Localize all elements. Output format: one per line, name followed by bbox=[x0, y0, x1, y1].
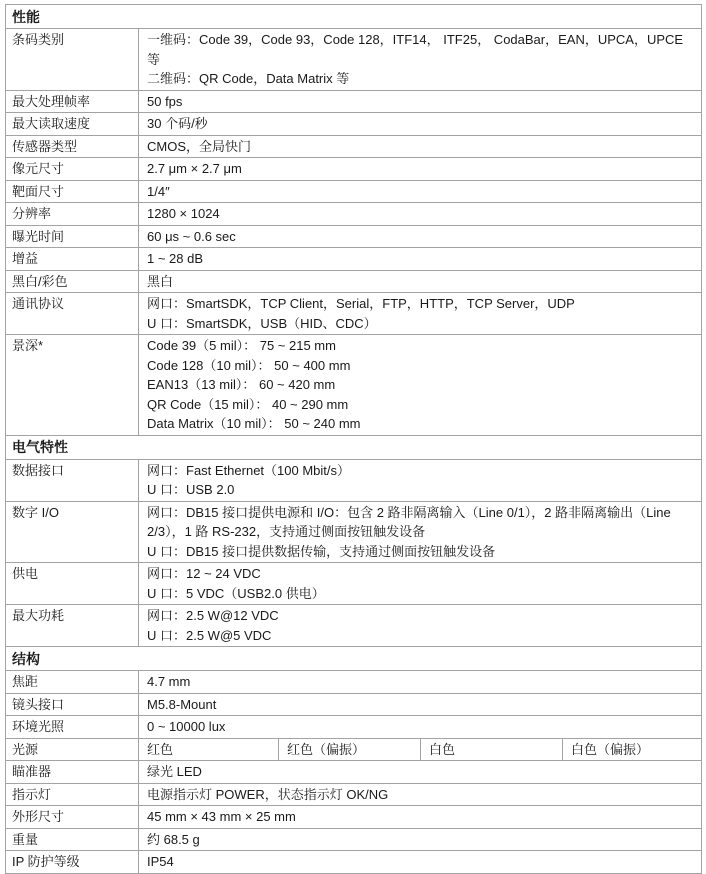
spec-value bbox=[139, 135, 702, 158]
spec-value-line: 绿光 LED bbox=[147, 764, 202, 779]
spec-value-line: 网口：12 ~ 24 VDC bbox=[147, 566, 261, 581]
spec-value bbox=[139, 225, 702, 248]
spec-row bbox=[6, 248, 702, 271]
spec-label: 传感器类型 bbox=[6, 135, 139, 158]
spec-value bbox=[139, 180, 702, 203]
section-header-row bbox=[6, 435, 702, 459]
spec-label: 供电 bbox=[6, 563, 139, 605]
spec-label: 数字 I/O bbox=[6, 501, 139, 563]
spec-row bbox=[6, 693, 702, 716]
spec-row bbox=[6, 203, 702, 226]
spec-row bbox=[6, 851, 702, 874]
spec-value-line: 1280 × 1024 bbox=[147, 206, 220, 221]
spec-row bbox=[6, 738, 702, 761]
spec-value bbox=[139, 158, 702, 181]
spec-value bbox=[139, 501, 702, 563]
spec-value bbox=[139, 113, 702, 136]
spec-value-line: 网口：DB15 接口提供电源和 I/O：包含 2 路非隔离输入（Line 0/1），2 路非隔离输出（Line 2/3），1 路 RS-232，支持通过侧面按钮触发设备 bbox=[147, 504, 671, 539]
spec-value bbox=[139, 248, 702, 271]
spec-label: 景深* bbox=[6, 335, 139, 436]
spec-value-option: 白色（偏振） bbox=[563, 738, 702, 761]
spec-row bbox=[6, 605, 702, 647]
spec-value-option: 白色 bbox=[421, 738, 563, 761]
spec-label: 通讯协议 bbox=[6, 293, 139, 335]
spec-value-line: U 口：2.5 W@5 VDC bbox=[147, 627, 272, 643]
spec-value bbox=[139, 671, 702, 694]
spec-value bbox=[139, 270, 702, 293]
spec-value-line: 网口：2.5 W@12 VDC bbox=[147, 608, 279, 623]
spec-row bbox=[6, 761, 702, 784]
spec-label: 条码类别 bbox=[6, 29, 139, 91]
spec-label: 外形尺寸 bbox=[6, 806, 139, 829]
section-title: 结构 bbox=[6, 647, 702, 671]
spec-value bbox=[139, 335, 702, 436]
spec-row bbox=[6, 783, 702, 806]
spec-value-line: 网口：Fast Ethernet（100 Mbit/s） bbox=[147, 462, 351, 478]
spec-value bbox=[139, 828, 702, 851]
spec-label: 最大处理帧率 bbox=[6, 90, 139, 113]
spec-row bbox=[6, 158, 702, 181]
section-title: 性能 bbox=[6, 5, 702, 29]
spec-row bbox=[6, 29, 702, 91]
spec-label: 靶面尺寸 bbox=[6, 180, 139, 203]
spec-label: IP 防护等级 bbox=[6, 851, 139, 874]
spec-label: 光源 bbox=[6, 738, 139, 761]
spec-value-line: EAN13（13 mil）： 60 ~ 420 mm bbox=[147, 377, 336, 392]
spec-value-line: U 口：DB15 接口提供数据传输，支持通过侧面按钮触发设备 bbox=[147, 543, 496, 559]
section-header-row bbox=[6, 647, 702, 671]
spec-row bbox=[6, 828, 702, 851]
spec-label: 最大读取速度 bbox=[6, 113, 139, 136]
spec-row bbox=[6, 225, 702, 248]
spec-label: 重量 bbox=[6, 828, 139, 851]
spec-row bbox=[6, 113, 702, 136]
spec-row bbox=[6, 335, 702, 436]
spec-label: 曝光时间 bbox=[6, 225, 139, 248]
spec-value bbox=[139, 716, 702, 739]
spec-row bbox=[6, 90, 702, 113]
spec-row bbox=[6, 671, 702, 694]
spec-value bbox=[139, 293, 702, 335]
spec-value-line: 一维码：Code 39，Code 93，Code 128，ITF14， ITF25， CodaBar，EAN，UPCA，UPCE 等 bbox=[147, 32, 684, 67]
spec-value bbox=[139, 605, 702, 647]
spec-row bbox=[6, 270, 702, 293]
spec-label: 数据接口 bbox=[6, 459, 139, 501]
spec-value-line: Data Matrix（10 mil）： 50 ~ 240 mm bbox=[147, 416, 361, 431]
spec-value-line: U 口：USB 2.0 bbox=[147, 482, 235, 497]
spec-table bbox=[5, 4, 702, 874]
spec-value-line: 30 个码/秒 bbox=[147, 116, 208, 131]
spec-value-line: U 口：5 VDC（USB2.0 供电） bbox=[147, 585, 325, 601]
spec-value-line: 0 ~ 10000 lux bbox=[147, 719, 226, 734]
spec-label: 分辨率 bbox=[6, 203, 139, 226]
spec-value-line: M5.8-Mount bbox=[147, 696, 217, 712]
spec-row bbox=[6, 459, 702, 501]
spec-value-line: 1/4″ bbox=[147, 183, 170, 199]
spec-row bbox=[6, 180, 702, 203]
spec-row bbox=[6, 501, 702, 563]
spec-row bbox=[6, 135, 702, 158]
spec-label: 最大功耗 bbox=[6, 605, 139, 647]
spec-value-line: IP54 bbox=[147, 854, 174, 869]
spec-value-line: QR Code（15 mil）： 40 ~ 290 mm bbox=[147, 396, 349, 412]
section-title: 电气特性 bbox=[6, 435, 702, 459]
spec-label: 增益 bbox=[6, 248, 139, 271]
spec-value bbox=[139, 806, 702, 829]
spec-value-line: 60 μs ~ 0.6 sec bbox=[147, 228, 236, 244]
spec-value bbox=[139, 563, 702, 605]
spec-value-line: 2.7 μm × 2.7 μm bbox=[147, 161, 242, 176]
spec-label: 环境光照 bbox=[6, 716, 139, 739]
spec-value-line: U 口：SmartSDK，USB（HID、CDC） bbox=[147, 315, 377, 331]
spec-value-line: CMOS，全局快门 bbox=[147, 138, 252, 154]
spec-value-line: 电源指示灯 POWER，状态指示灯 OK/NG bbox=[147, 786, 389, 802]
spec-value bbox=[139, 29, 702, 91]
spec-value bbox=[139, 783, 702, 806]
spec-value-line: 约 68.5 g bbox=[147, 831, 200, 847]
spec-value-line: 网口：SmartSDK，TCP Client，Serial，FTP，HTTP，TCP Server，UDP bbox=[147, 296, 575, 311]
spec-label: 镜头接口 bbox=[6, 693, 139, 716]
spec-label: 焦距 bbox=[6, 671, 139, 694]
spec-label: 指示灯 bbox=[6, 783, 139, 806]
spec-label: 黑白/彩色 bbox=[6, 270, 139, 293]
spec-value bbox=[139, 693, 702, 716]
spec-value-line: Code 39（5 mil）： 75 ~ 215 mm bbox=[147, 338, 336, 353]
spec-value-line: 50 fps bbox=[147, 93, 183, 109]
spec-value-line: 45 mm × 43 mm × 25 mm bbox=[147, 809, 296, 824]
spec-row bbox=[6, 563, 702, 605]
spec-value bbox=[139, 203, 702, 226]
spec-value-option: 红色 bbox=[139, 738, 279, 761]
spec-label: 像元尺寸 bbox=[6, 158, 139, 181]
spec-value-line: 4.7 mm bbox=[147, 674, 191, 689]
spec-row bbox=[6, 293, 702, 335]
spec-value-line: 黑白 bbox=[147, 273, 174, 289]
spec-value bbox=[139, 90, 702, 113]
spec-value-line: 二维码：QR Code，Data Matrix 等 bbox=[147, 71, 350, 86]
spec-value bbox=[139, 851, 702, 874]
spec-value-line: 1 ~ 28 dB bbox=[147, 251, 204, 266]
spec-value bbox=[139, 459, 702, 501]
spec-row bbox=[6, 806, 702, 829]
spec-label: 瞄准器 bbox=[6, 761, 139, 784]
spec-value-option: 红色（偏振） bbox=[279, 738, 421, 761]
spec-row bbox=[6, 716, 702, 739]
section-header-row bbox=[6, 5, 702, 29]
spec-value bbox=[139, 761, 702, 784]
spec-value-line: Code 128（10 mil）： 50 ~ 400 mm bbox=[147, 357, 351, 373]
